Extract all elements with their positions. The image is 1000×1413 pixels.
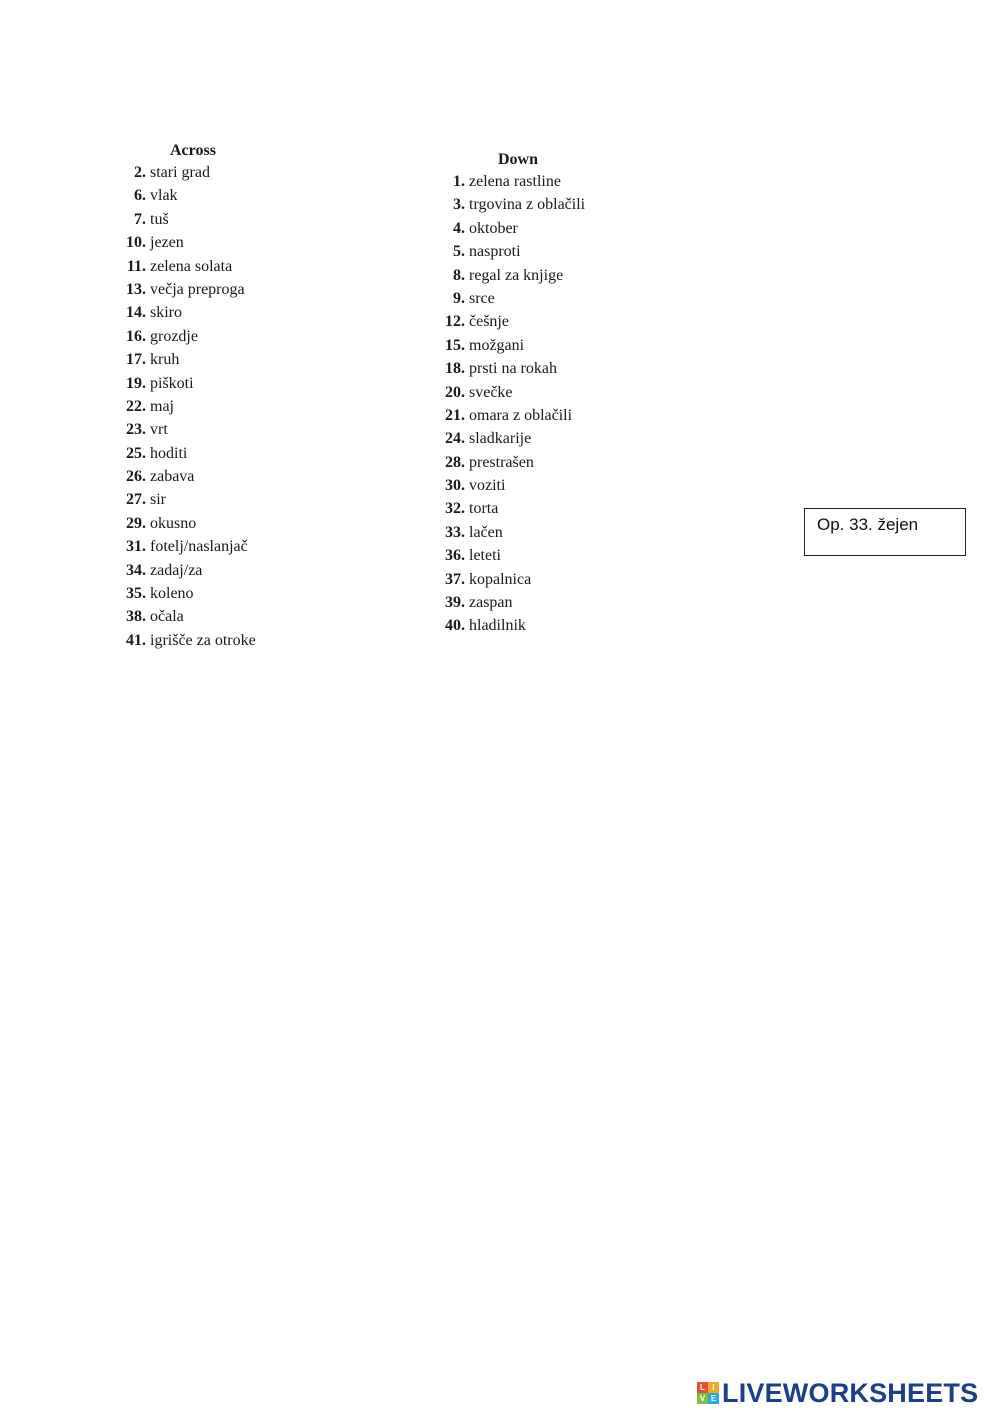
clue-answer: voziti: [469, 477, 506, 495]
clue-answer: grozdje: [150, 327, 198, 345]
clue-number: 41.: [126, 631, 146, 649]
across-clue: [118, 208, 378, 231]
across-clue: [118, 582, 378, 605]
clue-answer: koleno: [150, 585, 194, 603]
clue-answer: omara z oblačili: [469, 406, 573, 424]
down-clue: [437, 521, 697, 544]
clue-number: 40.: [445, 617, 465, 635]
down-clue: [437, 474, 697, 497]
across-clue: [118, 465, 378, 488]
down-clue: [437, 404, 697, 427]
clue-number: 16.: [126, 327, 146, 345]
clue-answer: možgani: [469, 336, 525, 354]
across-clue: [118, 348, 378, 371]
across-clue: [118, 161, 378, 184]
clue-answer: kruh: [150, 351, 180, 369]
down-clue: [437, 591, 697, 614]
clue-number: 35.: [126, 585, 146, 603]
liveworksheets-logo: [697, 1378, 978, 1408]
clue-answer: piškoti: [150, 374, 194, 392]
down-clue: [437, 240, 697, 263]
clue-number: 8.: [453, 266, 465, 284]
clue-answer: hoditi: [150, 444, 188, 462]
live-icon: [697, 1382, 719, 1404]
clue-number: 4.: [453, 219, 465, 237]
clue-number: 27.: [126, 491, 146, 509]
clue-answer: oktober: [469, 219, 518, 237]
clue-number: 24.: [445, 430, 465, 448]
clue-number: 12.: [445, 313, 465, 331]
across-clue: [118, 231, 378, 254]
clue-number: 29.: [126, 514, 146, 532]
down-clue: [437, 310, 697, 333]
clue-number: 13.: [126, 280, 146, 298]
clue-answer: zabava: [150, 468, 195, 486]
brand-text: LIVEWORKSHEETS: [722, 1377, 979, 1408]
clue-answer: zelena solata: [150, 257, 233, 275]
clue-answer: skiro: [150, 304, 182, 322]
clue-number: 5.: [453, 243, 465, 261]
clue-answer: nasproti: [469, 243, 521, 261]
clue-number: 19.: [126, 374, 146, 392]
clue-answer: zelena rastline: [469, 173, 561, 190]
across-clue: [118, 325, 378, 348]
clue-answer: vlak: [150, 187, 178, 205]
clue-number: 3.: [453, 196, 465, 214]
clue-number: 17.: [126, 351, 146, 369]
clue-number: 36.: [445, 547, 465, 565]
across-clue: [118, 184, 378, 207]
down-heading: Down: [498, 151, 539, 168]
down-clue: [437, 357, 697, 380]
clue-number: 1.: [453, 173, 465, 190]
across-clue-list: [118, 161, 378, 652]
clue-number: 28.: [445, 453, 465, 471]
clue-answer: igrišče za otroke: [150, 631, 256, 649]
clue-number: 37.: [445, 570, 465, 588]
across-heading: Across: [170, 142, 216, 159]
clue-number: 30.: [445, 477, 465, 495]
live-icon-letter: V: [697, 1393, 708, 1404]
down-clue: [437, 544, 697, 567]
clue-answer: stari grad: [150, 164, 210, 181]
clue-answer: večja preproga: [150, 280, 245, 298]
clue-answer: leteti: [469, 547, 501, 565]
clue-number: 14.: [126, 304, 146, 322]
down-clue: [437, 193, 697, 216]
clue-number: 18.: [445, 360, 465, 378]
down-clues: [437, 150, 697, 638]
across-clue: [118, 629, 378, 652]
live-icon-letter: L: [697, 1382, 708, 1393]
clue-answer: jezen: [150, 234, 184, 252]
down-clue: [437, 217, 697, 240]
down-clue: [437, 381, 697, 404]
clue-number: 7.: [134, 210, 146, 228]
across-clue: [118, 278, 378, 301]
down-clue: [437, 287, 697, 310]
clue-answer: zaspan: [469, 594, 513, 612]
clue-number: 39.: [445, 594, 465, 612]
clue-number: 23.: [126, 421, 146, 439]
clue-answer: maj: [150, 397, 174, 415]
clue-answer: regal za knjige: [469, 266, 564, 284]
down-clue-list: [437, 170, 697, 638]
clue-number: 34.: [126, 561, 146, 579]
clue-number: 33.: [445, 523, 465, 541]
down-clue: [437, 170, 697, 193]
clue-answer: torta: [469, 500, 499, 518]
clue-answer: lačen: [469, 523, 503, 541]
down-clue: [437, 568, 697, 591]
clue-answer: svečke: [469, 383, 513, 401]
clue-number: 2.: [134, 164, 146, 181]
clue-number: 26.: [126, 468, 146, 486]
across-clue: [118, 488, 378, 511]
clue-number: 38.: [126, 608, 146, 626]
clue-number: 22.: [126, 397, 146, 415]
clue-answer: vrt: [150, 421, 168, 439]
clue-number: 20.: [445, 383, 465, 401]
clue-answer: prsti na rokah: [469, 360, 557, 378]
clue-number: 10.: [126, 234, 146, 252]
down-clue: [437, 451, 697, 474]
down-clue: [437, 334, 697, 357]
note-box: Op. 33. žejen: [804, 508, 966, 556]
across-clue: [118, 512, 378, 535]
across-clues: [118, 141, 378, 652]
across-clue: [118, 372, 378, 395]
across-clue: [118, 395, 378, 418]
clue-answer: trgovina z oblačili: [469, 196, 586, 214]
clue-number: 9.: [453, 289, 465, 307]
down-clue: [437, 427, 697, 450]
across-clue: [118, 255, 378, 278]
clue-number: 25.: [126, 444, 146, 462]
across-clue: [118, 605, 378, 628]
live-icon-letter: E: [708, 1393, 719, 1404]
clue-answer: okusno: [150, 514, 197, 532]
clue-number: 21.: [445, 406, 465, 424]
down-clue: [437, 264, 697, 287]
clue-answer: sir: [150, 491, 166, 509]
across-clue: [118, 418, 378, 441]
across-clue: [118, 535, 378, 558]
clue-number: 11.: [126, 257, 146, 275]
clue-answer: sladkarije: [469, 430, 532, 448]
live-icon-letter: I: [708, 1382, 719, 1393]
across-clue: [118, 559, 378, 582]
clue-number: 6.: [134, 187, 146, 205]
clue-answer: češnje: [469, 313, 509, 331]
clue-number: 15.: [445, 336, 465, 354]
clue-number: 32.: [445, 500, 465, 518]
clue-answer: fotelj/naslanjač: [150, 538, 248, 556]
clue-answer: očala: [150, 608, 184, 626]
clue-answer: prestrašen: [469, 453, 534, 471]
clue-answer: kopalnica: [469, 570, 532, 588]
across-clue: [118, 442, 378, 465]
clue-answer: zadaj/za: [150, 561, 203, 579]
down-clue: [437, 614, 697, 637]
clue-answer: srce: [469, 289, 495, 307]
across-clue: [118, 301, 378, 324]
clue-answer: tuš: [150, 210, 169, 228]
down-clue: [437, 497, 697, 520]
clue-answer: hladilnik: [469, 617, 526, 635]
clue-number: 31.: [126, 538, 146, 556]
